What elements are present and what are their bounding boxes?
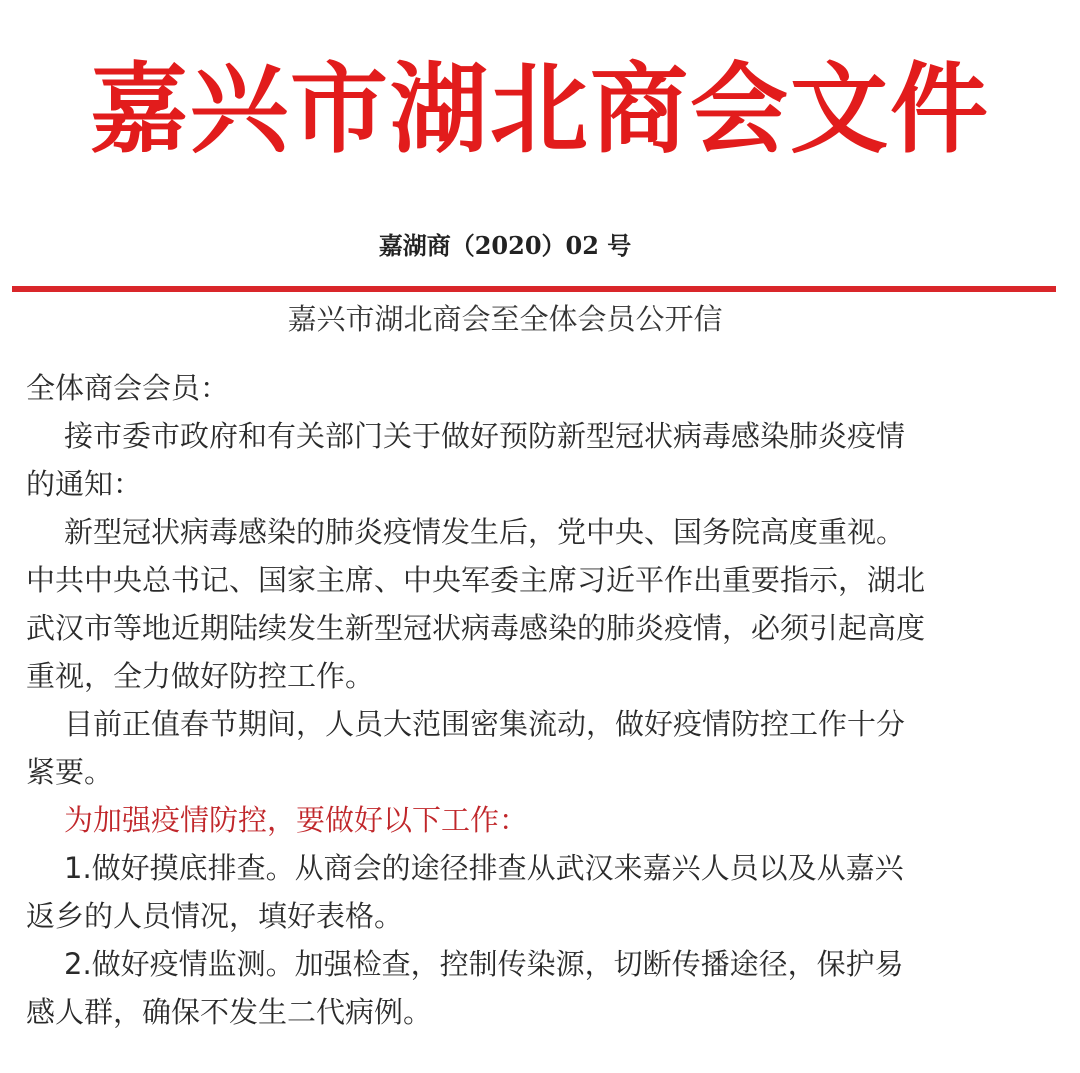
paragraph-line: 紧要。 (26, 755, 114, 789)
paragraph-line: 新型冠状病毒感染的肺炎疫情发生后，党中央、国务院高度重视。 (64, 515, 906, 549)
highlighted-heading-line: 为加强疫情防控，要做好以下工作： (64, 803, 529, 837)
paragraph-line: 武汉市等地近期陆续发生新型冠状病毒感染的肺炎疫情，必须引起高度 (26, 611, 926, 645)
red-divider-line (12, 286, 1056, 292)
salutation-line: 全体商会会员： (26, 371, 230, 405)
letter-body (26, 364, 1016, 1036)
paragraph-line: 接市委市政府和有关部门关于做好预防新型冠状病毒感染肺炎疫情 (64, 419, 906, 453)
paragraph-line: 中共中央总书记、国家主席、中央军委主席习近平作出重要指示，湖北 (26, 563, 926, 597)
document-number: 嘉湖商（2020）02 号 (378, 231, 632, 260)
list-item-line: 返乡的人员情况，填好表格。 (26, 899, 404, 933)
paragraph-line: 重视，全力做好防控工作。 (26, 659, 375, 693)
list-item-line: 感人群，确保不发生二代病例。 (26, 995, 433, 1029)
paragraph-line: 目前正值春节期间，人员大范围密集流动，做好疫情防控工作十分 (64, 707, 906, 741)
document-masthead: 嘉兴市湖北商会文件 (89, 53, 990, 167)
list-item-line: 2.做好疫情监测。加强检查，控制传染源，切断传播途径，保护易 (64, 947, 904, 981)
list-item-line: 1.做好摸底排查。从商会的途径排查从武汉来嘉兴人员以及从嘉兴 (64, 851, 904, 885)
paragraph-line: 的通知： (26, 467, 143, 501)
letter-title: 嘉兴市湖北商会至全体会员公开信 (287, 302, 723, 336)
